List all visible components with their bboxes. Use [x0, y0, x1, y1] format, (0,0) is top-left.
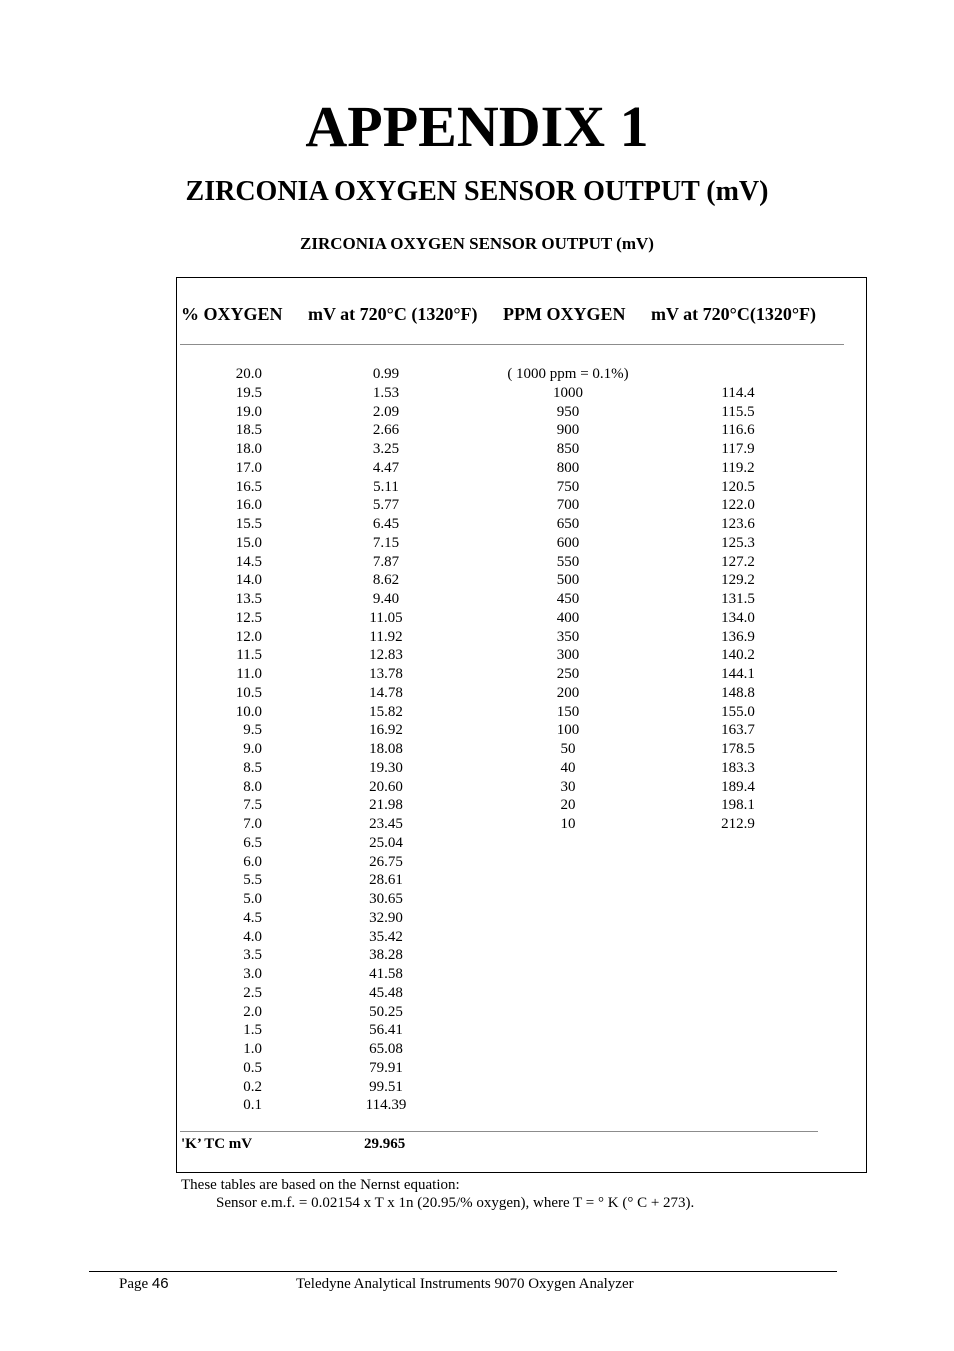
page-number: 46: [151, 1275, 169, 1292]
mv-percent-cell: 3.25: [372, 441, 400, 457]
mv-percent-cell: 65.08: [369, 1041, 403, 1057]
ppm-oxygen-cell: 400: [556, 609, 580, 626]
oxygen-percent-cell: 4.0: [243, 928, 262, 945]
ppm-oxygen-cell: 600: [556, 534, 580, 551]
mv-percent-cell: 16.92: [369, 722, 403, 739]
mv-ppm-cell: 148.8: [721, 684, 755, 701]
mv-ppm-cell: 212.9: [721, 816, 755, 832]
mv-percent-cell: 2.66: [372, 422, 400, 439]
table-caption: ZIRCONIA OXYGEN SENSOR OUTPUT (mV): [300, 234, 654, 253]
mv-percent-cell: 19.30: [369, 759, 403, 776]
oxygen-percent-cell: 20.0: [235, 366, 262, 382]
oxygen-percent-cell: 2.0: [243, 1003, 262, 1020]
ppm-oxygen-cell: 850: [556, 441, 580, 457]
page-number-block: [119, 1274, 169, 1294]
oxygen-percent-cell: 17.0: [235, 459, 262, 476]
mv-ppm-cell: 189.4: [721, 778, 755, 795]
mv-ppm-cell: 122.0: [721, 497, 755, 514]
ppm-oxygen-cell: 550: [556, 553, 580, 570]
mv-percent-cell: 12.83: [369, 647, 403, 664]
ppm-oxygen-cell: 800: [556, 459, 580, 476]
oxygen-percent-cell: 10.0: [235, 703, 262, 720]
page-label: Page: [119, 1276, 149, 1292]
oxygen-percent-cell: 2.5: [243, 984, 262, 1001]
thermocouple-value: 29.965: [364, 1136, 406, 1152]
ppm-oxygen-cell: 200: [556, 684, 580, 701]
oxygen-percent-cell: 6.0: [243, 853, 262, 870]
mv-percent-cell: 11.05: [369, 609, 403, 626]
mv-percent-cell: 5.11: [373, 478, 399, 495]
oxygen-percent-column: [162, 365, 262, 1115]
oxygen-percent-cell: 8.0: [243, 778, 262, 795]
oxygen-percent-cell: 16.5: [235, 478, 262, 495]
document-title: Teledyne Analytical Instruments 9070 Oxygen Analyzer: [296, 1276, 634, 1292]
mv-percent-cell: 11.92: [369, 628, 403, 645]
mv-percent-cell: 6.45: [372, 516, 400, 532]
oxygen-percent-cell: 0.2: [243, 1078, 262, 1095]
section-title: ZIRCONIA OXYGEN SENSOR OUTPUT (mV): [185, 176, 769, 207]
mv-ppm-column: [688, 384, 788, 834]
mv-percent-cell: 9.40: [372, 591, 400, 607]
mv-percent-cell: 56.41: [369, 1022, 403, 1039]
header-mv-ppm: mV at 720°C(1320°F): [651, 304, 817, 324]
oxygen-percent-cell: 5.0: [243, 891, 262, 907]
ppm-oxygen-cell: 500: [556, 572, 580, 589]
oxygen-percent-cell: 7.5: [243, 797, 262, 814]
mv-percent-cell: 35.42: [369, 928, 403, 945]
mv-percent-cell: 5.77: [372, 497, 400, 514]
oxygen-percent-cell: 0.5: [243, 1059, 262, 1076]
oxygen-percent-cell: 7.0: [243, 816, 262, 832]
mv-percent-cell: 2.09: [372, 403, 400, 420]
oxygen-percent-cell: 3.5: [243, 947, 262, 964]
oxygen-percent-cell: 11.0: [236, 666, 262, 682]
mv-percent-cell: 7.15: [372, 534, 400, 551]
mv-percent-cell: 14.78: [369, 684, 403, 701]
oxygen-percent-cell: 10.5: [235, 684, 262, 701]
footer-divider: [180, 1131, 818, 1132]
ppm-oxygen-cell: 350: [556, 628, 580, 645]
oxygen-percent-cell: 15.0: [235, 534, 262, 551]
mv-percent-cell: 79.91: [369, 1059, 403, 1076]
mv-ppm-cell: 117.9: [721, 441, 755, 457]
oxygen-percent-cell: 18.5: [235, 422, 262, 439]
ppm-oxygen-cell: 20: [560, 797, 576, 814]
ppm-oxygen-cell: 300: [556, 647, 580, 664]
oxygen-percent-cell: 3.0: [243, 966, 262, 982]
footer-rule: [89, 1271, 837, 1272]
mv-percent-column: [336, 365, 436, 1115]
ppm-oxygen-cell: 900: [556, 422, 580, 439]
table-column-headers: [0, 300, 954, 328]
ppm-oxygen-cell: 30: [560, 778, 576, 795]
mv-percent-cell: 23.45: [369, 816, 403, 832]
oxygen-percent-cell: 4.5: [243, 909, 262, 926]
oxygen-percent-cell: 14.0: [235, 572, 262, 589]
mv-percent-cell: 20.60: [369, 778, 403, 795]
mv-ppm-cell: 114.4: [721, 384, 755, 401]
mv-ppm-cell: 140.2: [721, 647, 755, 664]
mv-percent-cell: 114.39: [365, 1097, 407, 1114]
mv-percent-cell: 32.90: [369, 909, 403, 926]
ppm-oxygen-cell: 950: [556, 403, 580, 420]
ppm-oxygen-column: [518, 384, 618, 834]
ppm-oxygen-cell: 150: [556, 703, 580, 720]
ppm-oxygen-cell: 100: [556, 722, 580, 739]
mv-percent-cell: 45.48: [369, 984, 403, 1001]
mv-percent-cell: 1.53: [372, 384, 400, 401]
oxygen-percent-cell: 18.0: [235, 441, 262, 457]
mv-ppm-cell: 127.2: [721, 553, 755, 570]
mv-ppm-cell: 163.7: [721, 722, 755, 739]
ppm-oxygen-cell: 40: [560, 759, 576, 776]
mv-percent-cell: 38.28: [369, 947, 403, 964]
mv-percent-cell: 13.78: [369, 666, 403, 682]
oxygen-percent-cell: 11.5: [236, 647, 262, 664]
ppm-oxygen-cell: 650: [556, 516, 580, 532]
header-mv-percent: mV at 720°C (1320°F): [308, 304, 478, 324]
mv-percent-cell: 18.08: [369, 741, 403, 757]
mv-ppm-cell: 134.0: [721, 609, 755, 626]
note-line-2: Sensor e.m.f. = 0.02154 x T x 1n (20.95/% oxygen), where T = ° K (° C + 273).: [216, 1195, 695, 1211]
oxygen-percent-cell: 9.5: [243, 722, 262, 739]
mv-ppm-cell: 129.2: [721, 572, 755, 589]
oxygen-percent-cell: 9.0: [243, 741, 262, 757]
mv-percent-cell: 25.04: [369, 834, 403, 851]
nernst-equation-note: [181, 1176, 694, 1212]
oxygen-percent-cell: 19.0: [235, 403, 262, 420]
oxygen-percent-cell: 0.1: [243, 1097, 262, 1114]
mv-percent-cell: 15.82: [369, 703, 403, 720]
mv-ppm-cell: 125.3: [721, 534, 755, 551]
mv-ppm-cell: 120.5: [721, 478, 755, 495]
ppm-conversion-note: ( 1000 ppm = 0.1%): [507, 366, 629, 382]
mv-ppm-cell: 144.1: [721, 666, 755, 682]
ppm-oxygen-cell: 50: [560, 741, 576, 757]
mv-percent-cell: 30.65: [369, 891, 403, 907]
mv-ppm-cell: 119.2: [721, 459, 755, 476]
ppm-oxygen-cell: 1000: [553, 384, 583, 401]
mv-percent-cell: 21.98: [369, 797, 403, 814]
mv-ppm-cell: 116.6: [721, 422, 755, 439]
oxygen-percent-cell: 14.5: [235, 553, 262, 570]
oxygen-percent-cell: 1.0: [243, 1041, 262, 1057]
header-oxygen-percent: % OXYGEN: [181, 304, 283, 324]
mv-ppm-cell: 136.9: [721, 628, 755, 645]
mv-percent-cell: 50.25: [369, 1003, 403, 1020]
mv-percent-cell: 8.62: [372, 572, 400, 589]
mv-ppm-cell: 155.0: [721, 703, 755, 720]
mv-ppm-cell: 198.1: [721, 797, 755, 814]
mv-ppm-cell: 183.3: [721, 759, 755, 776]
ppm-oxygen-cell: 750: [556, 478, 580, 495]
mv-ppm-cell: 131.5: [721, 591, 755, 607]
note-line-1: These tables are based on the Nernst equation:: [181, 1177, 460, 1193]
mv-percent-cell: 41.58: [369, 966, 403, 982]
ppm-oxygen-cell: 250: [556, 666, 580, 682]
mv-percent-cell: 28.61: [369, 872, 403, 889]
oxygen-percent-cell: 13.5: [235, 591, 262, 607]
oxygen-percent-cell: 6.5: [243, 834, 262, 851]
ppm-oxygen-cell: 700: [556, 497, 580, 514]
appendix-title: APPENDIX 1: [305, 94, 649, 159]
header-divider: [180, 344, 844, 345]
oxygen-percent-cell: 15.5: [235, 516, 262, 532]
oxygen-percent-cell: 1.5: [243, 1022, 262, 1039]
thermocouple-label: 'K’ TC mV: [181, 1136, 253, 1152]
mv-ppm-cell: 115.5: [721, 403, 755, 420]
ppm-oxygen-cell: 450: [556, 591, 580, 607]
mv-percent-cell: 99.51: [369, 1078, 403, 1095]
mv-ppm-cell: 178.5: [721, 741, 755, 757]
mv-percent-cell: 4.47: [372, 459, 400, 476]
oxygen-percent-cell: 8.5: [243, 759, 262, 776]
oxygen-percent-cell: 16.0: [235, 497, 262, 514]
oxygen-percent-cell: 19.5: [235, 384, 262, 401]
mv-ppm-cell: 123.6: [721, 516, 755, 532]
oxygen-percent-cell: 12.0: [235, 628, 262, 645]
mv-percent-cell: 7.87: [372, 553, 400, 570]
mv-percent-cell: 26.75: [369, 853, 403, 870]
mv-percent-cell: 0.99: [372, 366, 400, 382]
header-ppm-oxygen: PPM OXYGEN: [503, 304, 626, 324]
oxygen-percent-cell: 12.5: [235, 609, 262, 626]
oxygen-percent-cell: 5.5: [243, 872, 262, 889]
ppm-oxygen-cell: 10: [560, 816, 576, 832]
